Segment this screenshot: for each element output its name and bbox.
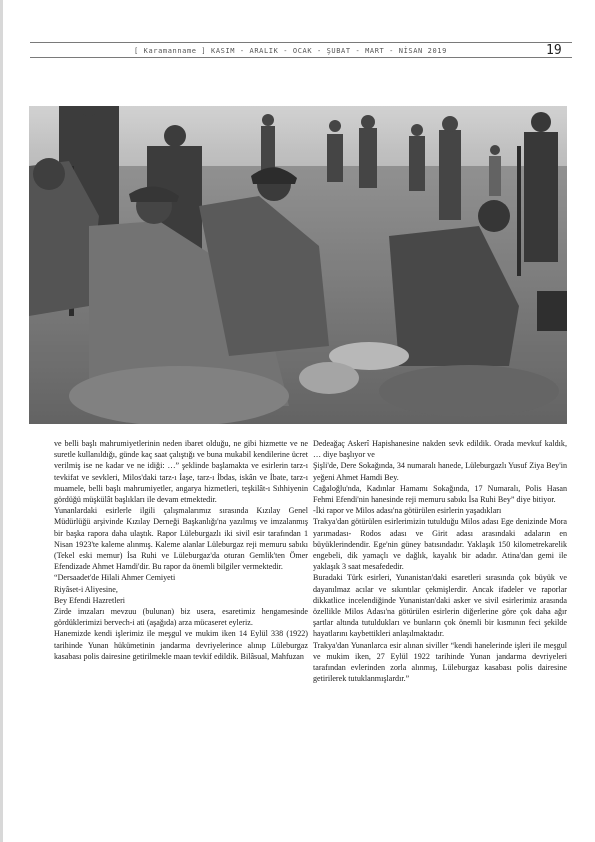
paragraph: Cağaloğlu'nda, Kadınlar Hamamı Sokağında, 17 Numaralı, Polis Hasan Fehmi Efendi'nin hanesinde reji memuru sabıkı İsa Ruhi Bey” diye bitiyor. [313, 483, 567, 505]
right-column [313, 438, 567, 684]
running-head: [ Karamanname ] KASIM - ARALIK - OCAK - ŞUBAT - MART - NİSAN 2019 [134, 47, 447, 55]
archival-photo [29, 106, 567, 424]
paragraph: Buradaki Türk esirleri, Yunanistan'daki esaretleri sırasında çok büyük ve dayanılmaz acılar ve sıkıntılar çekmişlerdir. Ancak ifadeler ve raporlar dikkatlice incelendiğinde Yunanistan'daki asker ve sivil esirlerimiz arasında özellikle Milos Adası'na götürülen esirlerin diğerlerine göre çok daha ağır şartlar altında tutuldukları ve bunların çok önemli bir kısmının feci şekilde hayatlarını kaybettikleri anlaşılmaktadır. [313, 573, 567, 639]
page-edge [0, 0, 3, 842]
section-heading: -İki rapor ve Milos adası'na götürülen esirlerin yaşadıkları [313, 506, 502, 516]
paragraph: Şişli'de, Dere Sokağında, 34 numaralı hanede, Lüleburgazlı Yusuf Ziya Bey'in yeğeni Ahmet Hamdi Bey. [313, 461, 567, 482]
quote-line: Bey Efendi Hazretleri [54, 595, 126, 605]
paragraph: Trakya'dan Yunanlarca esir alınan siviller “kendi hanelerinde işleri ile meşgul ve mukim iken, 27 Eylül 1922 tarihinde Yunan jandarma devriyeleri tarafından evlerinden zorla alınmış, Lüleburgaz kasabası polis dairesine getirilerek tutuklanmışlardır.” [313, 640, 567, 684]
left-column [54, 438, 308, 662]
paragraph: Yunanlardaki esirlerle ilgili çalışmalarımız sırasında Kızılay Genel Müdürlüğü arşivinde Kızılay Derneği Başkanlığı'na yazılmış ve imzalanmış bir başka rapora daha ulaştık. Rapor Lüleburgazlı iki sivil esir tarafından 1 Nisan 1923'te kaleme alınmış. Kaleme alanlar Lüleburgaz reji memuru sabıkı (Tekel eski memur) İsa Ruhi ve Lüleburgaz'da oturan Gemlik'ten Ömer Efendizade Ahmet Hamdi'dir. Bu rapor da önemli bilgiler vermektedir. [54, 506, 308, 572]
page-number: 19 [546, 43, 562, 58]
paragraph: Dedeağaç Askerî Hapishanesine nakden sevk edildik. Orada mevkuf kaldık, … diye başlıyor ve [313, 439, 567, 460]
paragraph: Zirde imzaları mevzuu (bulunan) biz usera, esaretimiz hengamesinde gördüklerimizi bervech-i ati (aşağıda) arza mücaseret eyleriz. [54, 607, 308, 628]
paragraph: Trakya'dan götürülen esirlerimizin tutulduğu Milos adası Ege denizinde Mora yarımadası- Rodos adası ve Girit adası arasındaki adaların en büyüklerindendir. Ege'nin güney batısındadır. Yaklaşık 150 kilometrekarelik engebeli, dik yamaçlı ve dağlık, kayalık bir adadır. Atina'dan gemi ile yaklaşık 3 saat mesafededir. [313, 517, 567, 572]
paragraph: ve belli başlı mahrumiyetlerinin neden ibaret olduğu, ne gibi hizmette ve ne suretle kullanıldığı, günde kaç saat çalıştığı ve buna mukabil kendilerine ücret verilmiş ise ne kadar ve ne idiği: …” şeklinde başlamakta ve esirlerin tarz-ı tevkifat ve sevkleri, Milos'daki tarz-ı İaşe, tarz-ı İbdas, iskân ve İbate, tarz-ı muamele, belli başlı mahrumiyetler, angarya hizmetleri, teşkilât-ı Sıhhiyenin gördüğü müşkülât başlıkları ile devam etmektedir. [54, 439, 308, 505]
quote-line: Riyâset-i Aliyesine, [54, 584, 118, 594]
quote-line: “Dersaadet'de Hilali Ahmer Cemiyeti [54, 573, 176, 583]
header-rule-bottom [30, 57, 572, 58]
header-rule-top [30, 42, 572, 43]
paragraph: Hanemizde kendi işlerimiz ile meşgul ve mukim iken 14 Eylül 338 (1922) tarihinde Yunan hükümetinin jandarma devriyelerince alınıp Lüleburgaz kasabası polis dairesine getirilmekle maan tevkif edildik. Bilâsual, Mahfuzan [54, 629, 308, 661]
